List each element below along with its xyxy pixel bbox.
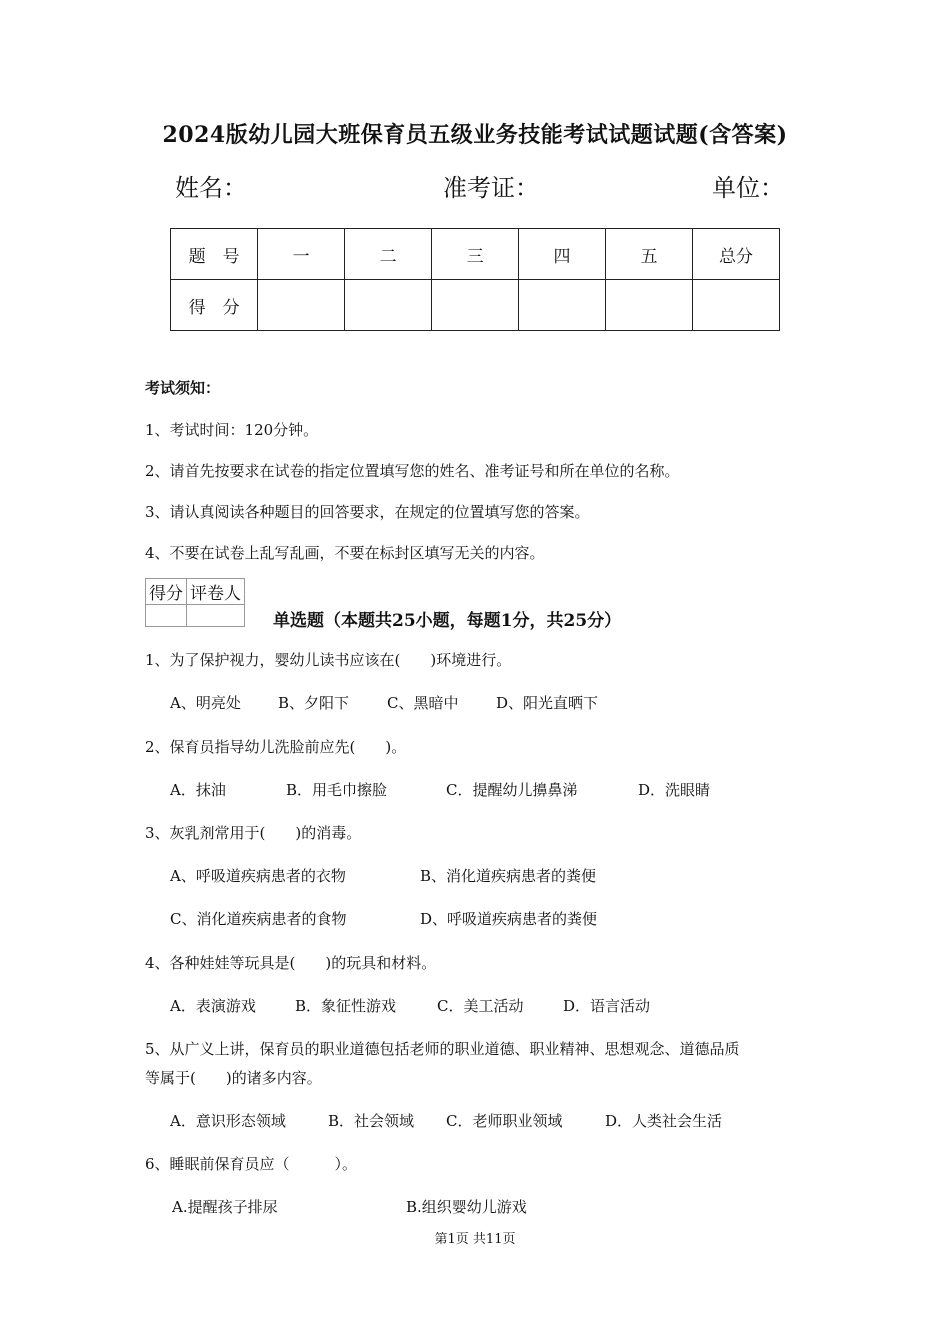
score-header-cell: 五 [606,229,693,280]
question-stem: 5、从广义上讲，保育员的职业道德包括老师的职业道德、职业精神、思想观念、道德品质 [145,1040,740,1058]
question-option[interactable]: A．意识形态领域 [170,1112,286,1130]
question-option[interactable]: B．象征性游戏 [295,997,397,1015]
score-header-cell: 三 [432,229,519,280]
question-option[interactable]: C．美工活动 [437,997,524,1015]
name-label: 姓名： [175,174,247,202]
question-option[interactable]: A．表演游戏 [170,997,256,1015]
question-stem: 3、灰乳剂常用于( )的消毒。 [145,824,362,842]
score-input-cell[interactable] [692,280,779,331]
score-row-label: 得 分 [171,280,258,331]
question-option[interactable]: A.提醒孩子排尿 [172,1198,278,1216]
score-input-cell[interactable] [606,280,693,331]
question-option[interactable]: B、夕阳下 [278,694,350,712]
notice-item: 2、请首先按要求在试卷的指定位置填写您的姓名、准考证号和所在单位的名称。 [145,462,680,480]
score-table [170,228,780,331]
unit-label: 单位： [712,174,784,202]
question-option[interactable]: A、呼吸道疾病患者的衣物 [170,867,346,885]
question-option[interactable]: D．人类社会生活 [605,1112,723,1130]
question-stem: 1、为了保护视力，婴幼儿读书应该在( )环境进行。 [145,651,512,669]
grader-score-cell[interactable] [146,605,187,627]
grader-reviewer-cell[interactable] [187,605,245,627]
question-option[interactable]: D．语言活动 [563,997,651,1015]
score-header-cell: 四 [519,229,606,280]
question-option[interactable]: C、消化道疾病患者的食物 [170,910,347,928]
score-input-cell[interactable] [519,280,606,331]
question-option[interactable]: A、明亮处 [170,694,241,712]
grader-box [145,578,245,627]
question-stem: 2、保育员指导幼儿洗脸前应先( )。 [145,738,407,756]
notice-item: 4、不要在试卷上乱写乱画，不要在标封区填写无关的内容。 [145,544,545,562]
question-stem: 6、睡眠前保育员应（ ）。 [145,1155,358,1173]
document-title: 2024版幼儿园大班保育员五级业务技能考试试题试题(含答案) [162,122,788,148]
score-table-score-row [171,280,780,331]
notice-item: 1、考试时间：120分钟。 [145,421,319,439]
score-header-cell: 题 号 [171,229,258,280]
question-stem: 4、各种娃娃等玩具是( )的玩具和材料。 [145,954,437,972]
grader-reviewer-label: 评卷人 [187,579,245,605]
score-header-cell: 一 [258,229,345,280]
question-stem-continued: 等属于( )的诸多内容。 [145,1069,322,1087]
question-option[interactable]: D、阳光直晒下 [496,694,599,712]
exam-number-label: 准考证： [443,174,539,202]
question-option[interactable]: C．老师职业领域 [446,1112,563,1130]
score-input-cell[interactable] [432,280,519,331]
question-option[interactable]: B、消化道疾病患者的粪便 [420,867,597,885]
page-footer: 第1页 共11页 [434,1232,516,1247]
question-option[interactable]: D、呼吸道疾病患者的粪便 [420,910,598,928]
notice-heading: 考试须知： [145,379,221,397]
section-title: 单选题（本题共25小题，每题1分，共25分） [273,611,622,631]
grader-score-label: 得分 [146,579,187,605]
question-option[interactable]: B．社会领域 [328,1112,415,1130]
question-option[interactable]: D．洗眼睛 [638,781,711,799]
question-option[interactable]: C．提醒幼儿擤鼻涕 [446,781,578,799]
score-input-cell[interactable] [345,280,432,331]
score-input-cell[interactable] [258,280,345,331]
score-header-cell: 总分 [692,229,779,280]
notice-item: 3、请认真阅读各种题目的回答要求，在规定的位置填写您的答案。 [145,503,590,521]
score-table-header-row [171,229,780,280]
question-option[interactable]: B.组织婴幼儿游戏 [406,1198,527,1216]
question-option[interactable]: B．用毛巾擦脸 [286,781,388,799]
score-header-cell: 二 [345,229,432,280]
question-option[interactable]: C、黑暗中 [387,694,459,712]
question-option[interactable]: A．抹油 [170,781,226,799]
